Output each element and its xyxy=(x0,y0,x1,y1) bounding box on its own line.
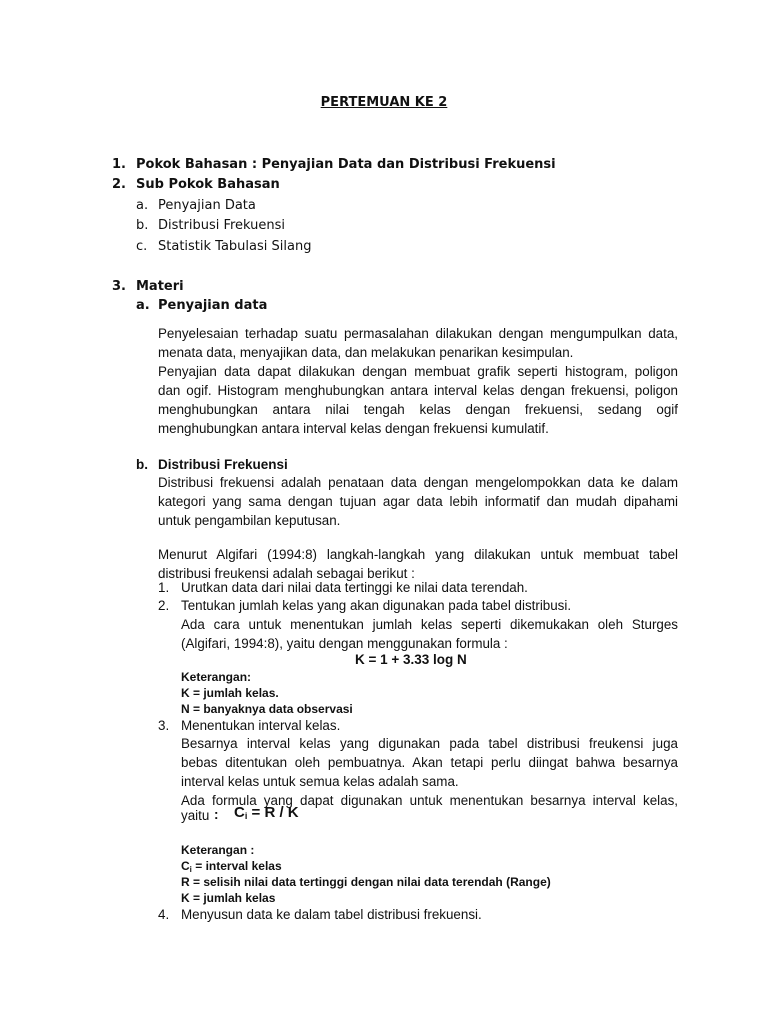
sub-item-letter: b. xyxy=(136,218,149,233)
section-1-heading: Pokok Bahasan : Penyajian Data dan Distribusi Frekuensi xyxy=(136,157,556,172)
sub-item-text: Penyajian Data xyxy=(158,198,256,213)
paragraph-line: menghubungkan antara interval kelas dengan frekuensi kumulatif. xyxy=(158,421,549,436)
paragraph-line: dan ogif. Histogram menghubungkan antara interval kelas dengan frekuensi, poligon xyxy=(158,383,678,398)
subsection-b-heading: Distribusi Frekuensi xyxy=(158,457,288,472)
keterangan-title: Keterangan: xyxy=(181,670,252,684)
subsection-a-heading: Penyajian data xyxy=(158,298,268,313)
paragraph-line: untuk pengambilan keputusan. xyxy=(158,513,341,528)
step-text: Menentukan interval kelas. xyxy=(181,718,341,733)
paragraph-line: (Algifari, 1994:8), yaitu dengan menggunakan formula : xyxy=(181,636,508,651)
subsection-a-letter: a. xyxy=(136,298,150,313)
formula-rest: = R / K xyxy=(247,804,299,821)
paragraph-line: Menurut Algifari (1994:8) langkah-langkah yang dilakukan untuk membuat tabel xyxy=(158,547,678,562)
sub-item-text: Distribusi Frekuensi xyxy=(158,218,286,233)
paragraph-line: Distribusi frekuensi adalah penataan data dengan mengelompokkan data ke dalam xyxy=(158,475,678,490)
step-text: Tentukan jumlah kelas yang akan digunakan pada tabel distribusi. xyxy=(181,598,572,613)
sub-item-letter: c. xyxy=(136,239,148,254)
keterangan-line: K = jumlah kelas xyxy=(181,891,276,905)
yaitu-colon: : xyxy=(214,807,219,822)
paragraph-line: Penyajian data dapat dilakukan dengan membuat grafik seperti histogram, poligon xyxy=(158,364,678,379)
section-2-heading: Sub Pokok Bahasan xyxy=(136,177,280,192)
formula-c: C xyxy=(234,804,245,821)
paragraph-line: distribusi freukensi adalah sebagai berikut : xyxy=(158,566,415,581)
keterangan-line: N = banyaknya data observasi xyxy=(181,702,353,716)
keterangan-c: C xyxy=(181,859,190,873)
step-text: Urutkan data dari nilai data tertinggi ke nilai data terendah. xyxy=(181,580,528,595)
paragraph-line: menghubungkan antara nilai tengah kelas dengan frekuensi, sedang ogif xyxy=(158,402,678,417)
step-number: 1. xyxy=(158,580,170,595)
sturges-paragraph xyxy=(181,615,678,653)
yaitu-text: yaitu xyxy=(181,808,210,823)
interval-paragraph xyxy=(181,734,678,810)
paragraph-line: interval kelas untuk semua kelas adalah sama. xyxy=(181,774,459,789)
section-1-number: 1. xyxy=(112,157,126,172)
keterangan-c-subscript: i xyxy=(189,865,192,874)
keterangan-line: K = jumlah kelas. xyxy=(181,686,279,700)
paragraph-line: Penyelesaian terhadap suatu permasalahan dilakukan dengan mengumpulkan data, xyxy=(158,326,678,341)
section-3-heading: Materi xyxy=(136,279,184,294)
sub-item-letter: a. xyxy=(136,198,149,213)
sub-item-text: Statistik Tabulasi Silang xyxy=(158,239,312,254)
section-2-number: 2. xyxy=(112,177,126,192)
paragraph-line: Ada cara untuk menentukan jumlah kelas seperti dikemukakan oleh Sturges xyxy=(181,617,678,632)
keterangan-line: R = selisih nilai data tertinggi dengan nilai data terendah (Range) xyxy=(181,875,551,889)
paragraph-line: bebas ditentukan oleh pembuatnya. Akan tetapi perlu diingat bahwa besarnya xyxy=(181,755,678,770)
keterangan-title: Keterangan : xyxy=(181,843,255,857)
step-text: Menyusun data ke dalam tabel distribusi frekuensi. xyxy=(181,907,482,922)
sturges-formula: K = 1 + 3.33 log N xyxy=(355,652,467,667)
penyajian-data-paragraph xyxy=(158,324,678,438)
section-3-number: 3. xyxy=(112,279,126,294)
algifari-paragraph xyxy=(158,545,678,583)
page-title: PERTEMUAN KE 2 xyxy=(320,95,448,110)
interval-formula xyxy=(234,804,299,821)
paragraph-line: kategori yang sama dengan tujuan agar data lebih informatif dan mudah dipahami xyxy=(158,494,678,509)
paragraph-line: menata data, menyajikan data, dan melakukan penarikan kesimpulan. xyxy=(158,345,574,360)
subsection-b-letter: b. xyxy=(136,457,148,472)
paragraph-line: Besarnya interval kelas yang digunakan pada tabel distribusi freukensi juga xyxy=(181,736,678,751)
distribusi-intro-paragraph xyxy=(158,473,678,530)
step-number: 4. xyxy=(158,907,170,922)
step-number: 3. xyxy=(158,718,170,733)
keterangan-line xyxy=(181,859,282,874)
step-number: 2. xyxy=(158,598,170,613)
paragraph-line: Ada formula yang dapat digunakan untuk menentukan besarnya interval kelas, xyxy=(181,793,678,808)
formula-subscript-i: i xyxy=(244,811,248,821)
keterangan-c-text: = interval kelas xyxy=(191,859,282,873)
